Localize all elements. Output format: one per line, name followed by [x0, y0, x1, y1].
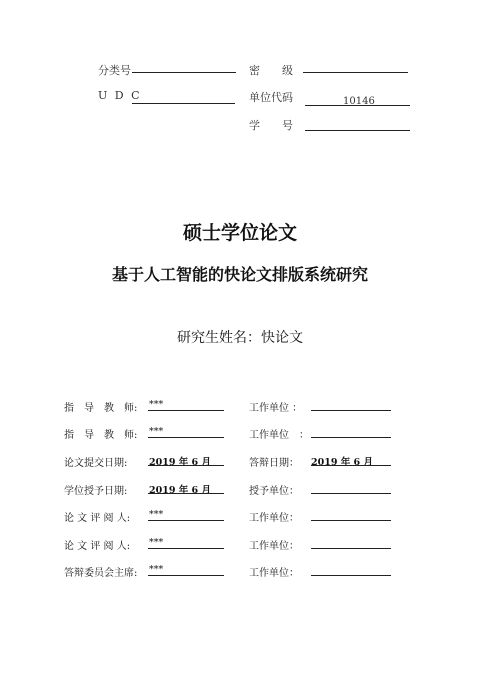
- defense-date-line: [311, 465, 391, 466]
- reviewer-unit-label-2: 工作单位：: [249, 541, 299, 552]
- author-line: [0, 327, 480, 347]
- reviewer-label-2: 论 文 评 阅 人:: [64, 541, 131, 552]
- advisor-unit-label-2: 工作单位 ：: [249, 430, 309, 441]
- submission-date-value: 2019 年 6 月: [149, 457, 211, 468]
- advisor-unit-line: [311, 410, 391, 411]
- reviewer-line: [148, 520, 224, 521]
- advisor-label-2: 指 导 教 师:: [64, 430, 138, 441]
- student-id-label: 学 号: [249, 119, 293, 132]
- secret-level-field-line: [303, 72, 408, 73]
- udc-label: U D C: [98, 89, 142, 102]
- thesis-title: 基于人工智能的快论文排版系统研究: [111, 265, 368, 284]
- advisor-label: 指 导 教 师:: [64, 403, 138, 414]
- reviewer-label: 论 文 评 阅 人:: [64, 513, 131, 524]
- advisor-unit-line-2: [311, 437, 391, 438]
- advisor-value: ***: [149, 399, 164, 410]
- degree-date-label: 学位授予日期:: [64, 486, 128, 497]
- advisor-unit-label: 工作单位 ：: [249, 403, 303, 414]
- reviewer-unit-line-2: [311, 548, 391, 549]
- reviewer-line-2: [148, 548, 224, 549]
- unit-code-value: 10146: [343, 96, 375, 107]
- committee-chair-unit-label: 工作单位：: [249, 568, 299, 579]
- submission-date-label: 论文提交日期:: [64, 458, 128, 469]
- awarding-unit-label: 授予单位：: [249, 486, 299, 497]
- classification-label: 分类号: [98, 64, 131, 77]
- reviewer-value-2: ***: [149, 537, 164, 548]
- udc-field-line: [132, 103, 235, 104]
- reviewer-unit-line: [311, 520, 391, 521]
- reviewer-unit-label: 工作单位：: [249, 513, 299, 524]
- secret-level-label: 密 级: [249, 64, 293, 77]
- defense-date-label: 答辩日期：: [249, 458, 299, 469]
- unit-code-field-line: [305, 105, 410, 106]
- author-name: 快论文: [261, 330, 303, 346]
- awarding-unit-line: [311, 493, 391, 494]
- classification-field-line: [132, 72, 236, 73]
- degree-date-line: [148, 493, 224, 494]
- submission-date-line: [148, 465, 224, 466]
- committee-chair-line: [148, 575, 224, 576]
- unit-code-label: 单位代码: [249, 91, 293, 104]
- reviewer-value: ***: [149, 509, 164, 520]
- committee-chair-unit-line: [311, 575, 391, 576]
- degree-date-value: 2019 年 6 月: [149, 485, 211, 496]
- student-id-field-line: [305, 130, 410, 131]
- degree-title: 硕士学位论文: [182, 222, 297, 244]
- committee-chair-label: 答辩委员会主席:: [64, 568, 138, 579]
- advisor-line-2: [148, 437, 224, 438]
- advisor-value-2: ***: [149, 426, 164, 437]
- advisor-line: [148, 410, 224, 411]
- committee-chair-value: ***: [149, 564, 164, 575]
- author-label: 研究生姓名：: [177, 330, 261, 346]
- defense-date-value: 2019 年 6 月: [311, 457, 373, 468]
